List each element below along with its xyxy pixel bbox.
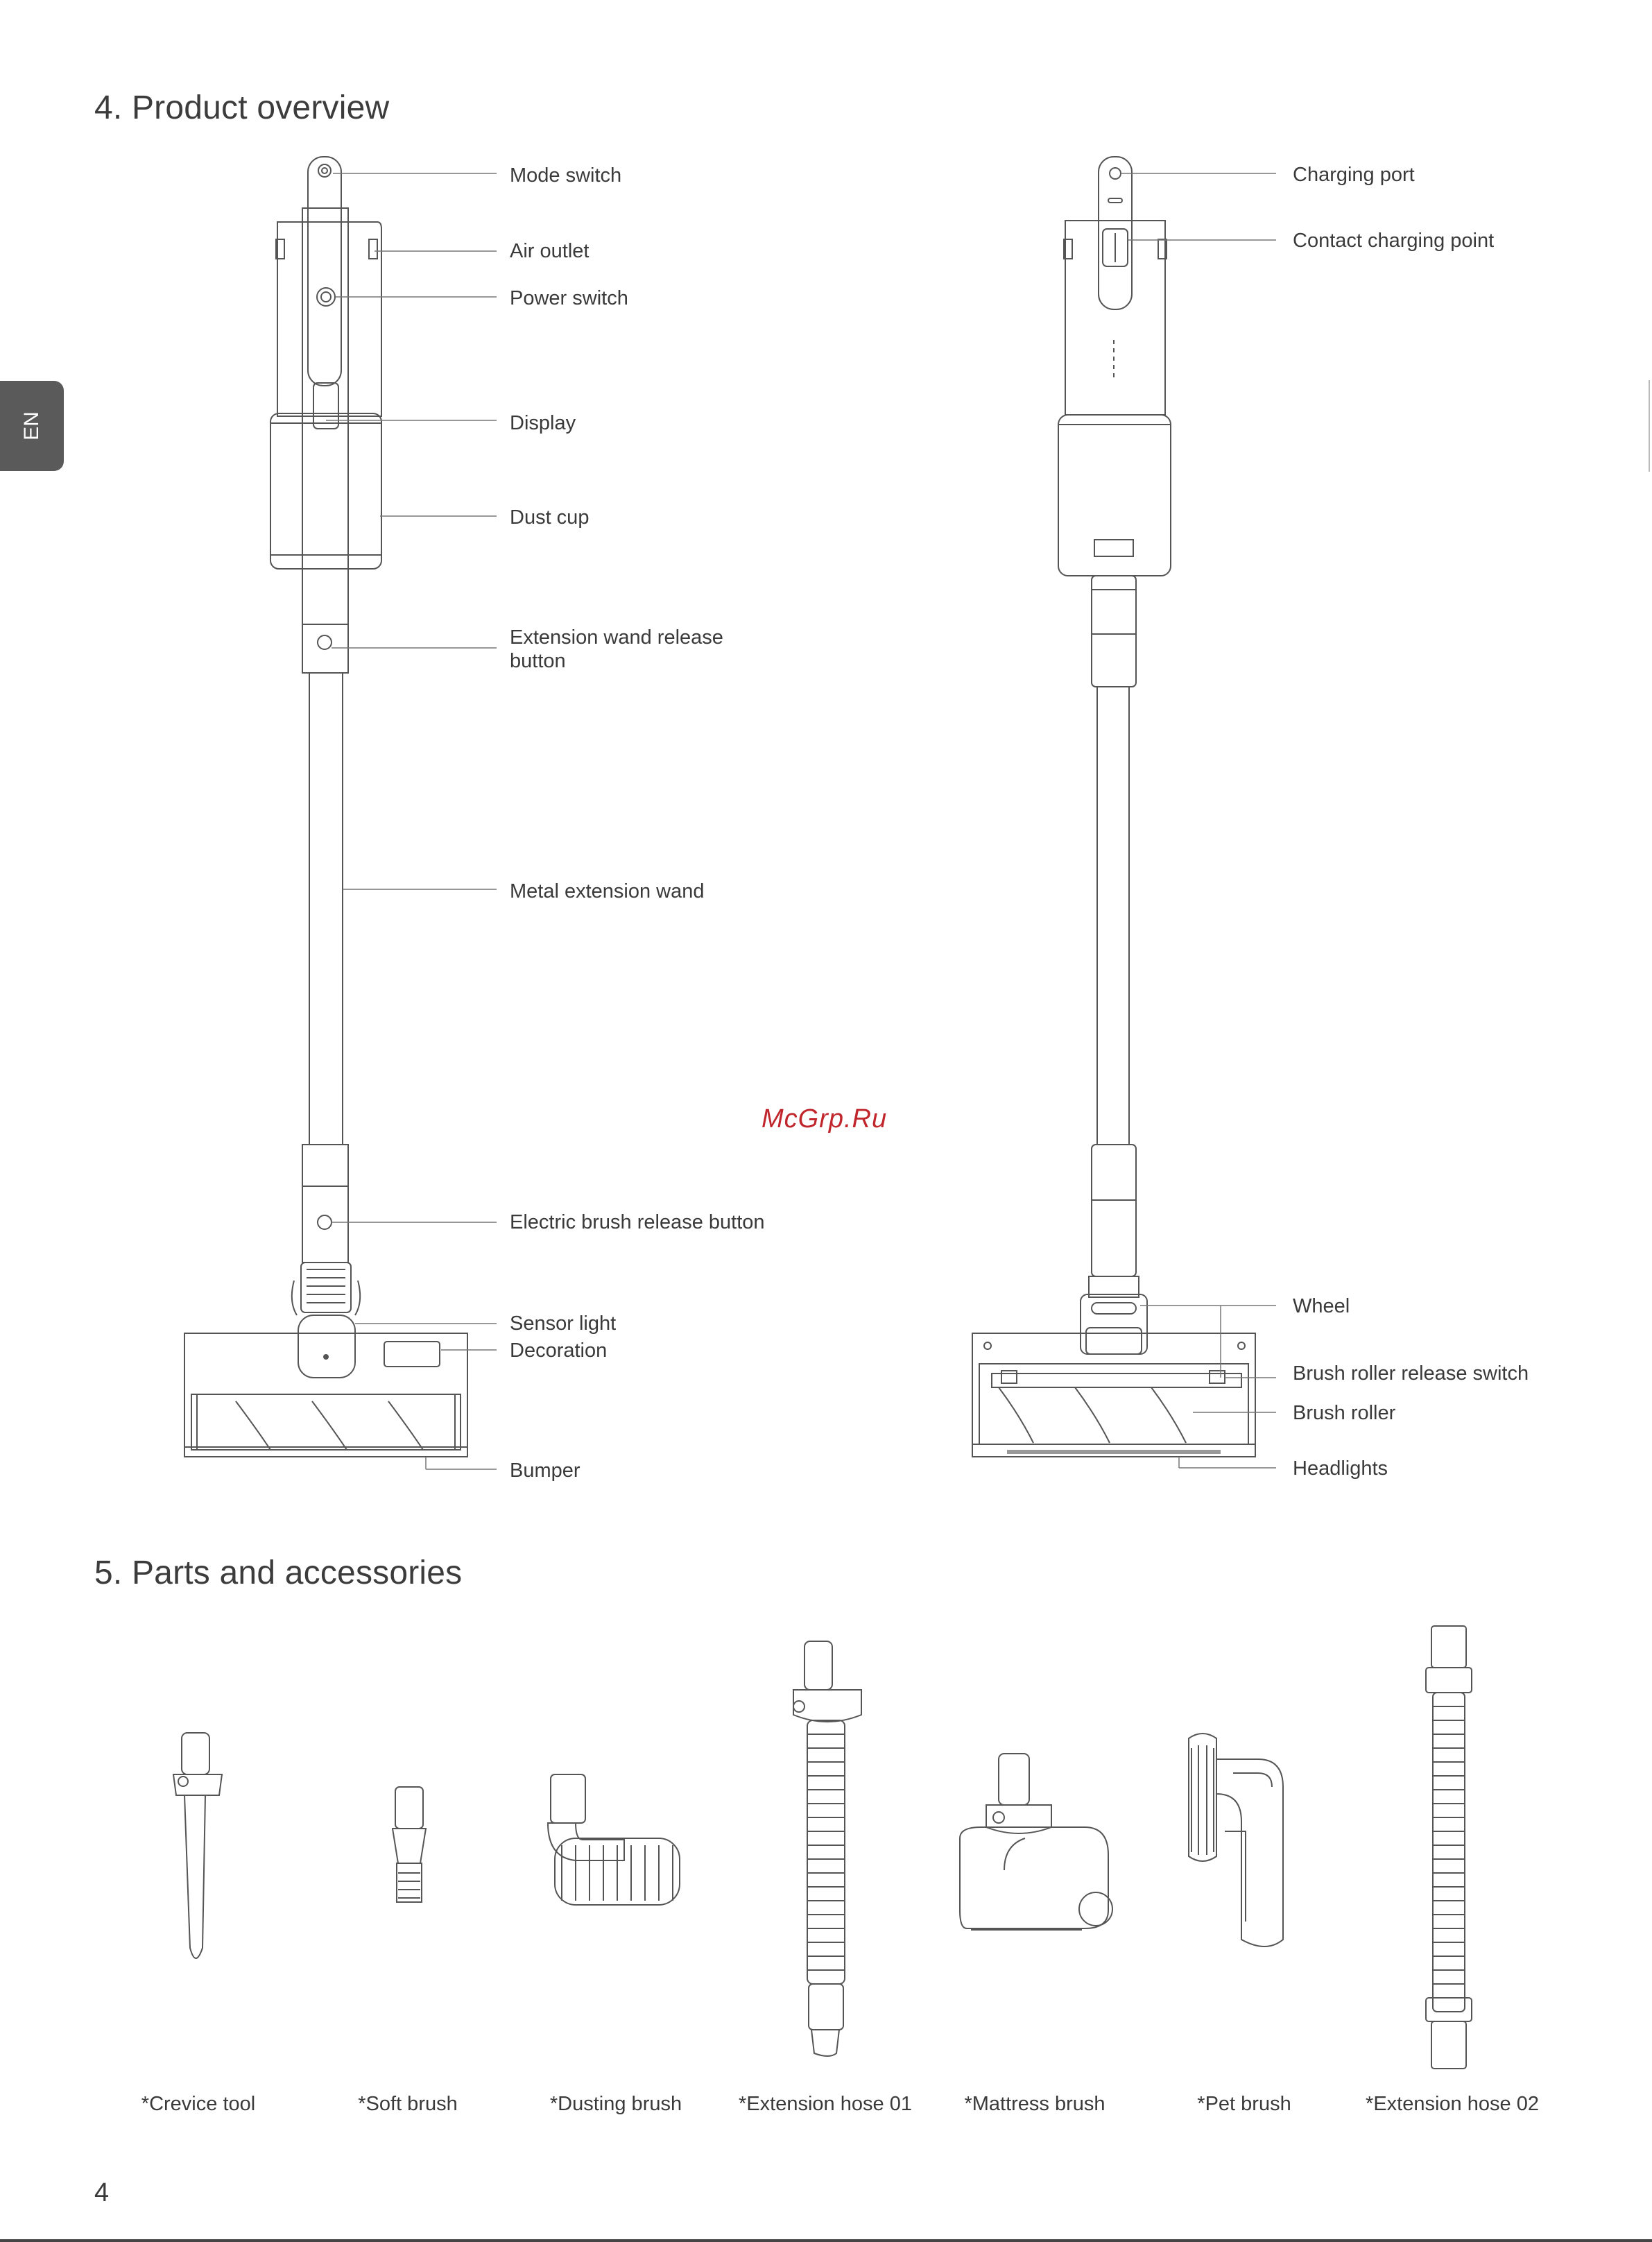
- caption-extension-hose-02: *Extension hose 02: [1366, 2093, 1539, 2115]
- caption-extension-hose-01: *Extension hose 01: [739, 2093, 912, 2115]
- language-tab-label: EN: [20, 411, 43, 440]
- caption-dusting-brush: *Dusting brush: [549, 2093, 682, 2115]
- parts-accessories-title: 5. Parts and accessories: [94, 1555, 463, 1591]
- label-brush-roller: Brush roller: [1293, 1402, 1396, 1424]
- label-sensor-light: Sensor light: [510, 1312, 617, 1335]
- page-bottom-line: [0, 2239, 1652, 2242]
- extension-hose-02-drawing: [1426, 1626, 1472, 2069]
- label-decoration: Decoration: [510, 1340, 608, 1362]
- label-wheel: Wheel: [1293, 1295, 1350, 1317]
- label-bumper: Bumper: [510, 1460, 580, 1482]
- caption-crevice-tool: *Crevice tool: [141, 2093, 256, 2115]
- label-mode-switch: Mode switch: [510, 164, 622, 187]
- caption-soft-brush: *Soft brush: [358, 2093, 458, 2115]
- label-headlights: Headlights: [1293, 1457, 1388, 1480]
- mattress-brush-drawing: [960, 1754, 1112, 1930]
- caption-pet-brush: *Pet brush: [1197, 2093, 1291, 2115]
- watermark: McGrp.Ru: [762, 1104, 888, 1133]
- pet-brush-drawing: [1189, 1734, 1283, 1946]
- extension-hose-01-drawing: [793, 1641, 861, 2056]
- label-extension-wand-release-1: Extension wand release: [510, 626, 723, 649]
- label-dust-cup: Dust cup: [510, 506, 590, 529]
- label-air-outlet: Air outlet: [510, 240, 590, 262]
- label-display: Display: [510, 412, 576, 434]
- label-contact-charging-point: Contact charging point: [1293, 230, 1495, 252]
- label-charging-port: Charging port: [1293, 164, 1415, 186]
- label-power-switch: Power switch: [510, 287, 628, 309]
- caption-mattress-brush: *Mattress brush: [964, 2093, 1105, 2115]
- label-brush-roller-release-switch: Brush roller release switch: [1293, 1362, 1529, 1385]
- product-overview-title: 4. Product overview: [94, 89, 390, 126]
- label-extension-wand-release-2: button: [510, 650, 566, 672]
- dusting-brush-drawing: [548, 1774, 680, 1905]
- page-number: 4: [94, 2178, 110, 2207]
- label-metal-extension-wand: Metal extension wand: [510, 880, 705, 902]
- crevice-tool-drawing: [173, 1733, 222, 1958]
- soft-brush-drawing: [393, 1787, 426, 1902]
- label-electric-brush-release: Electric brush release button: [510, 1211, 765, 1233]
